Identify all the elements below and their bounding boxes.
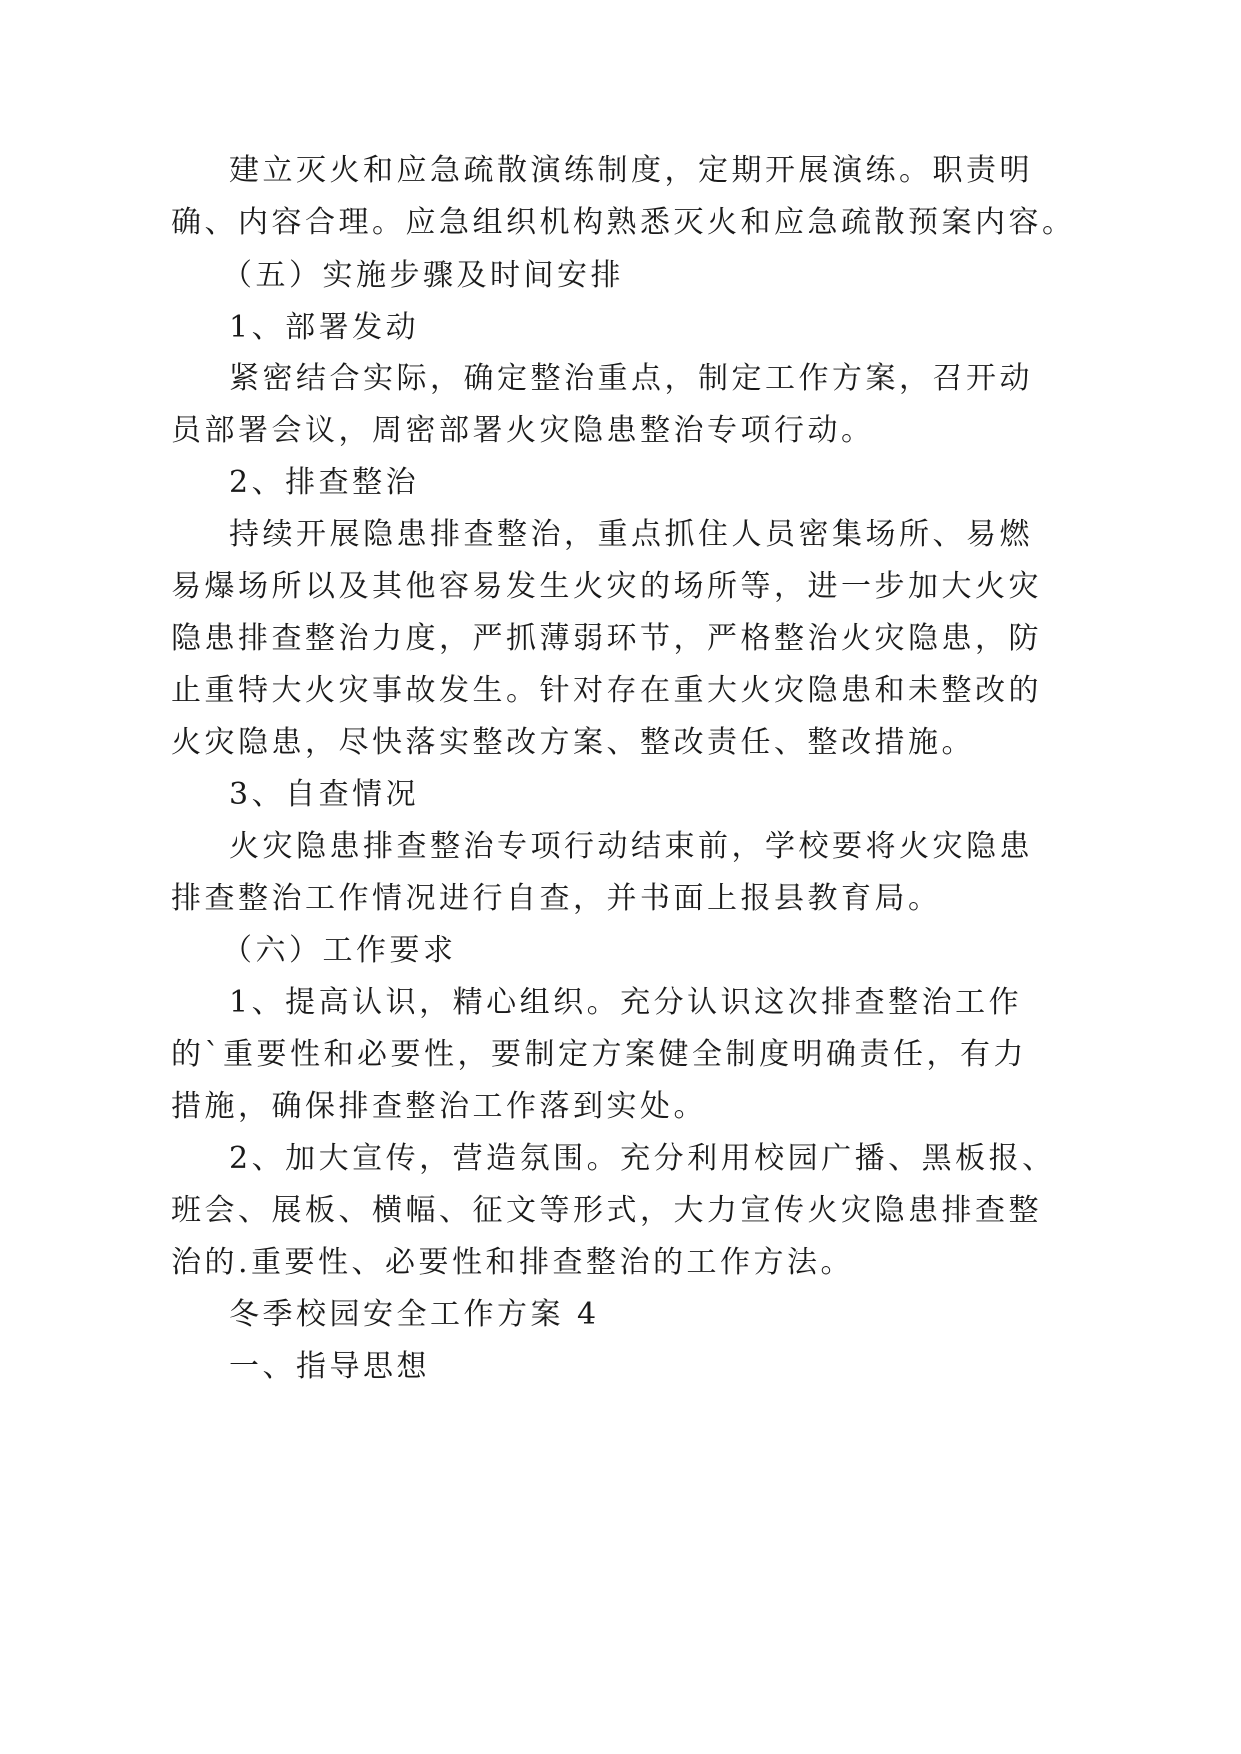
paragraph-line: 隐患排查整治力度，严抓薄弱环节，严格整治火灾隐患，防 (171, 621, 1042, 656)
paragraph-line: 的`重要性和必要性，要制定方案健全制度明确责任，有力 (171, 1037, 1027, 1072)
paragraph-line: 止重特大火灾事故发生。针对存在重大火灾隐患和未整改的 (171, 673, 1042, 708)
paragraph-line: 紧密结合实际，确定整治重点，制定工作方案，召开动 (229, 361, 1033, 396)
paragraph-line: 员部署会议，周密部署火灾隐患整治专项行动。 (171, 413, 875, 448)
section-heading: （六）工作要求 (222, 933, 457, 968)
paragraph-line: 2、加大宣传，营造氛围。充分利用校园广播、黑板报、 (229, 1141, 1056, 1176)
paragraph-line: 治的.重要性、必要性和排查整治的工作方法。 (171, 1245, 855, 1280)
document-title: 冬季校园安全工作方案 4 (229, 1297, 600, 1332)
subsection-heading: 1、部署发动 (229, 310, 420, 345)
paragraph-line: 火灾隐患，尽快落实整改方案、整改责任、整改措施。 (171, 725, 975, 760)
paragraph-line: 易爆场所以及其他容易发生火灾的场所等，进一步加大火灾 (171, 569, 1042, 604)
paragraph-line: 1、提高认识，精心组织。充分认识这次排查整治工作 (229, 985, 1023, 1020)
paragraph-line: 确、内容合理。应急组织机构熟悉灭火和应急疏散预案内容。 (171, 205, 1076, 240)
paragraph-line: 措施，确保排查整治工作落到实处。 (171, 1089, 707, 1124)
paragraph-line: 排查整治工作情况进行自查，并书面上报县教育局。 (171, 881, 942, 916)
paragraph-line: 持续开展隐患排查整治，重点抓住人员密集场所、易燃 (229, 517, 1033, 552)
section-heading: 一、指导思想 (229, 1349, 430, 1384)
subsection-heading: 3、自查情况 (229, 777, 420, 812)
section-heading: （五）实施步骤及时间安排 (222, 258, 624, 293)
paragraph-line: 火灾隐患排查整治专项行动结束前，学校要将火灾隐患 (229, 829, 1033, 864)
paragraph-line: 班会、展板、横幅、征文等形式，大力宣传火灾隐患排查整 (171, 1193, 1042, 1228)
subsection-heading: 2、排查整治 (229, 465, 420, 500)
paragraph-line: 建立灭火和应急疏散演练制度，定期开展演练。职责明 (229, 153, 1033, 188)
